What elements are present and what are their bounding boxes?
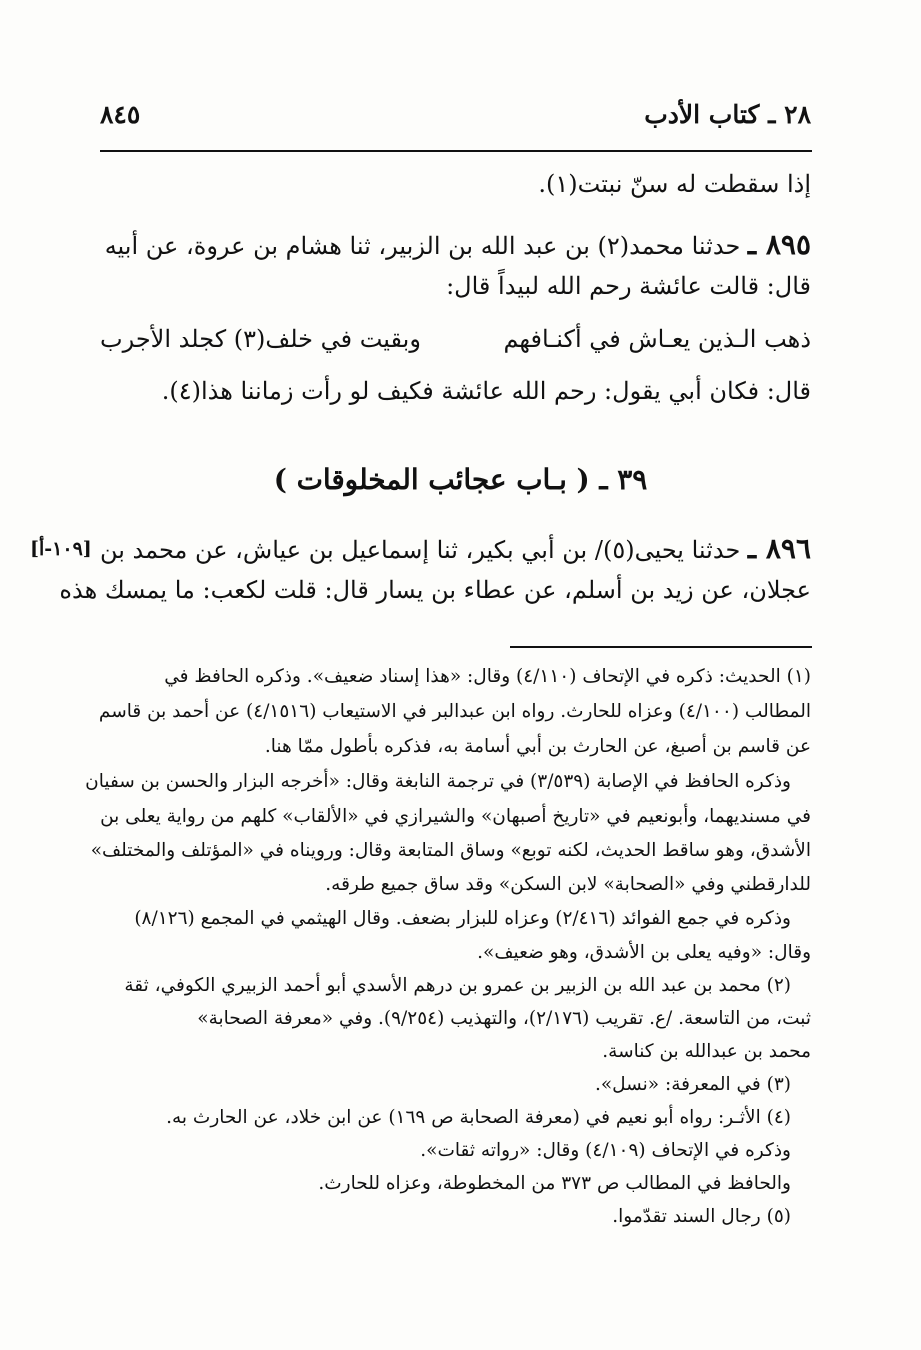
text-line: إذا سقطت له سنّ نبتت(١). [538, 170, 811, 198]
page-number: ٨٤٥ [100, 100, 141, 129]
footnote-line: ثبت، من التاسعة. /ع. تقريب (٢/١٧٦)، والتهذيب (٩/٢٥٤). وفي «معرفة الصحابة» [197, 1008, 811, 1029]
footnote-line: (١) الحديث: ذكره في الإتحاف (٤/١١٠) وقال: «هذا إسناد ضعيف». وذكره الحافظ في [164, 666, 811, 687]
hadith-text: حدثنا يحيى(٥)/ بن أبي بكير، ثنا إسماعيل بن عياش، عن محمد بن [99, 536, 741, 564]
footnote-line: وذكره في الإتحاف (٤/١٠٩) وقال: «رواته ثقات». [420, 1140, 791, 1161]
footnote-line: محمد بن عبدالله بن كناسة. [602, 1041, 811, 1062]
footnote-line: عن قاسم بن أصبغ، عن الحارث بن أبي أسامة به، فذكره بأطول ممّا هنا. [264, 736, 811, 757]
footnote-line: الأشدق، وهو ساقط الحديث، لكنه توبع» وساق المتابعة وقال: ورويناه في «المؤتلف والمختلف» [90, 840, 811, 861]
hadith-895-line-3: قال: فكان أبي يقول: رحم الله عائشة فكيف لو رأت زماننا هذا(٤). [161, 377, 811, 405]
hadith-895-line-2: قال: قالت عائشة رحم الله لبيداً قال: [446, 272, 811, 300]
footnote-line: وذكره في جمع الفوائد (٢/٤١٦) وعزاه للبزار بضعف. وقال الهيثمي في المجمع (٨/١٢٦) [134, 908, 791, 929]
chapter-title: ٢٨ ـ كتاب الأدب [644, 100, 811, 129]
hadith-896-line-1 [100, 532, 811, 565]
footnote-line: وذكره الحافظ في الإصابة (٣/٥٣٩) في ترجمة النابغة وقال: «أخرجه البزار والحسن بن سفيان [85, 771, 791, 792]
poem-first-hemistich: ذهب الـذين يعـاش في أكنـافهم [503, 325, 811, 353]
footnote-line: المطالب (٤/١٠٠) وعزاه للحارث. رواه ابن عبدالبر في الاستيعاب (٤/١٥١٦) عن أحمد بن قاسم [98, 701, 811, 722]
margin-reference: [١٠٩-أ] [30, 538, 92, 560]
hadith-895-line-1 [105, 228, 811, 261]
hadith-number: ٨٩٥ ـ [747, 228, 811, 261]
footnote-line: (٢) محمد بن عبد الله بن الزبير بن عمرو بن درهم الأسدي أبو أحمد الزبيري الكوفي، ثقة [124, 975, 791, 996]
footnote-line: للدارقطني وفي «الصحابة» لابن السكن» وقد ساق جميع طرقه. [325, 874, 811, 895]
poem-second-hemistich: وبقيت في خلف(٣) كجلد الأجرب [100, 325, 421, 353]
footnote-line: وقال: «وفيه يعلى بن الأشدق، وهو ضعيف». [477, 942, 811, 963]
header-rule [100, 150, 812, 152]
footnote-line: والحافظ في المطالب ص ٣٧٣ من المخطوطة، وعزاه للحارث. [318, 1173, 791, 1194]
hadith-896-line-2: عجلان، عن زيد بن أسلم، عن عطاء بن يسار قال: قلت لكعب: ما يمسك هذه [59, 576, 811, 604]
footnote-line: (٥) رجال السند تقدّموا. [612, 1206, 791, 1227]
footnote-line: في مسنديهما، وأبونعيم في «تاريخ أصبهان» والشيرازي في «الألقاب» كلهم من رواية يعلى بن [100, 806, 811, 827]
footnote-line: (٣) في المعرفة: «نسل». [594, 1074, 791, 1095]
footnote-rule [510, 646, 812, 648]
hadith-number: ٨٩٦ ـ [747, 532, 811, 565]
footnote-line: (٤) الأثـر: رواه أبو نعيم في (معرفة الصحابة ص ١٦٩) عن ابن خلاد، عن الحارث به. [166, 1107, 791, 1128]
chapter-heading: ٣٩ ـ ( بـاب عجائب المخلوقات ) [273, 463, 648, 496]
hadith-text: حدثنا محمد(٢) بن عبد الله بن الزبير، ثنا هشام بن عروة، عن أبيه [104, 232, 741, 260]
